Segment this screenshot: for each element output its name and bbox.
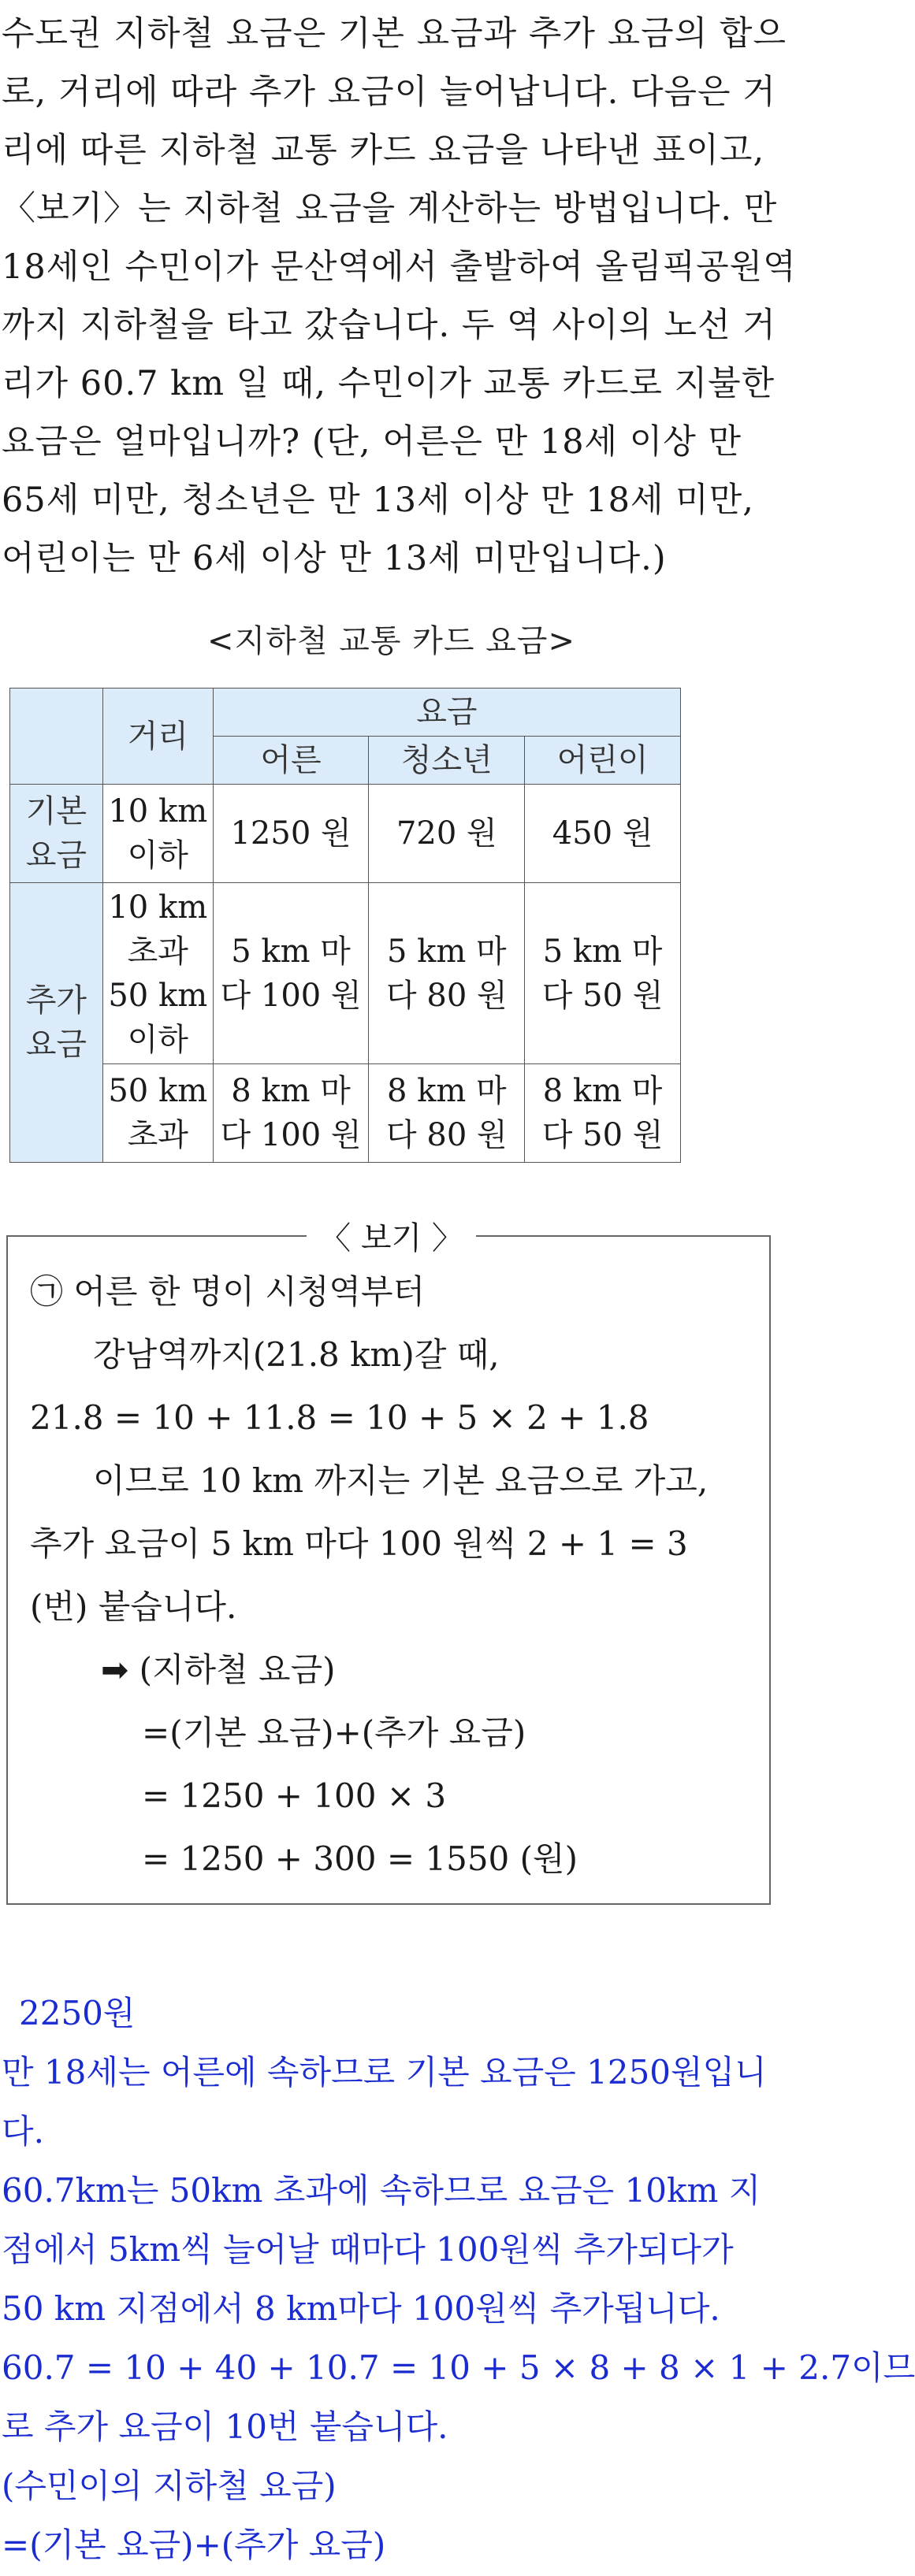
fare-line: 5 km 마 [231, 933, 351, 970]
base-distance-line: 10 km [108, 793, 208, 830]
extra2-adult [213, 1064, 369, 1163]
distance-line: 초과 [127, 933, 188, 970]
extra1-adult [213, 883, 369, 1064]
answer-section [2, 1984, 915, 2574]
fare-table [9, 688, 681, 1163]
answer-line: 다. [2, 2112, 44, 2151]
problem-line: 로, 거리에 따라 추가 요금이 늘어납니다. 다음은 거 [2, 72, 776, 112]
example-line: 강남역까지(21.8 km)갈 때, [93, 1335, 500, 1374]
base-youth: 720 원 [369, 785, 525, 883]
problem-line: 까지 지하철을 타고 갔습니다. 두 역 사이의 노선 거 [2, 306, 776, 345]
extra2-youth [369, 1064, 525, 1163]
extra-label [10, 883, 103, 1163]
base-label [10, 785, 103, 883]
fare-line: 다 50 원 [541, 1117, 664, 1153]
extra-distance-1 [102, 883, 213, 1064]
problem-line: 어린이는 만 6세 이상 만 13세 미만입니다.) [2, 539, 667, 578]
header-distance: 거리 [102, 689, 213, 785]
corner-cell [10, 689, 103, 785]
distance-line: 10 km [108, 889, 208, 926]
fare-line: 8 km 마 [386, 1073, 507, 1109]
example-line: =(기본 요금)+(추가 요금) [142, 1713, 526, 1752]
header-child: 어린이 [525, 737, 681, 785]
distance-line: 50 km [108, 977, 208, 1014]
example-line: = 1250 + 100 × 3 [142, 1776, 447, 1815]
base-label-line: 기본 [25, 793, 87, 830]
fare-line: 다 100 원 [220, 977, 362, 1014]
example-box-title [0, 1213, 783, 1258]
base-label-line: 요금 [25, 837, 87, 874]
answer-line: 50 km 지점에서 8 km마다 100원씩 추가됩니다. [2, 2289, 720, 2328]
answer-line: (수민이의 지하철 요금) [2, 2467, 337, 2505]
answer-line: 60.7 = 10 + 40 + 10.7 = 10 + 5 × 8 + 8 × 1 + 2.7이므 [2, 2348, 915, 2387]
arrow-right-icon: ➡ [101, 1650, 129, 1689]
extra-label-line: 요금 [25, 1026, 87, 1063]
extra-distance-2 [102, 1064, 213, 1163]
extra-label-line: 추가 [25, 982, 87, 1019]
example-line: 추가 요금이 5 km 마다 100 원씩 2 + 1 = 3 [30, 1524, 688, 1563]
example-line: (번) 붙습니다. [30, 1587, 237, 1626]
fare-line: 8 km 마 [542, 1073, 663, 1109]
example-line: ㉠ 어른 한 명이 시청역부터 [30, 1272, 426, 1311]
header-fare: 요금 [213, 689, 680, 737]
distance-line: 50 km [108, 1073, 208, 1109]
table-row-extra-1 [10, 883, 681, 1064]
distance-line: 이하 [127, 1021, 188, 1058]
fare-line: 8 km 마 [231, 1073, 351, 1109]
problem-line: 18세인 수민이가 문산역에서 출발하여 올림픽공원역 [2, 247, 797, 287]
base-child: 450 원 [525, 785, 681, 883]
table-header-row [10, 689, 681, 737]
problem-line: 리가 60.7 km 일 때, 수민이가 교통 카드로 지불한 [2, 364, 776, 403]
fare-line: 5 km 마 [542, 933, 663, 970]
table-caption: <지하철 교통 카드 요금> [207, 623, 575, 659]
fare-line: 5 km 마 [386, 933, 507, 970]
example-line [30, 1639, 763, 1702]
answer-line: 로 추가 요금이 10번 붙습니다. [2, 2407, 448, 2446]
problem-line: 65세 미만, 청소년은 만 13세 이상 만 18세 미만, [2, 481, 754, 520]
table-row-base [10, 785, 681, 883]
example-line-text: (지하철 요금) [139, 1650, 336, 1689]
answer-line: 점에서 5km씩 늘어날 때마다 100원씩 추가되다가 [2, 2230, 734, 2269]
header-adult: 어른 [213, 737, 369, 785]
answer-line: 60.7km는 50km 초과에 속하므로 요금은 10km 지 [2, 2171, 761, 2210]
answer-value: 2250원 [19, 1994, 136, 2032]
header-youth: 청소년 [369, 737, 525, 785]
example-line: 이므로 10 km 까지는 기본 요금으로 가고, [93, 1461, 709, 1500]
base-adult: 1250 원 [213, 785, 369, 883]
answer-line: =(기본 요금)+(추가 요금) [2, 2526, 386, 2564]
example-body [30, 1260, 763, 1891]
problem-line: 요금은 얼마입니까? (단, 어른은 만 18세 이상 만 [2, 422, 742, 462]
fare-line: 다 80 원 [386, 1117, 508, 1153]
fare-line: 다 50 원 [541, 977, 664, 1014]
problem-line: 리에 따른 지하철 교통 카드 요금을 나타낸 표이고, [2, 131, 765, 170]
base-distance [102, 785, 213, 883]
base-distance-line: 이하 [127, 837, 188, 874]
table-row-extra-2 [10, 1064, 681, 1163]
fare-line: 다 80 원 [386, 977, 508, 1014]
problem-text [2, 5, 797, 588]
answer-line: 만 18세는 어른에 속하므로 기본 요금은 1250원입니 [2, 2053, 767, 2092]
example-line: 21.8 = 10 + 11.8 = 10 + 5 × 2 + 1.8 [30, 1398, 649, 1437]
example-line: = 1250 + 300 = 1550 (원) [142, 1839, 578, 1878]
distance-line: 초과 [127, 1117, 188, 1153]
extra2-child [525, 1064, 681, 1163]
example-title-text: 〈 보기 〉 [307, 1220, 476, 1256]
fare-line: 다 100 원 [220, 1117, 362, 1153]
extra1-youth [369, 883, 525, 1064]
problem-line: 〈보기〉는 지하철 요금을 계산하는 방법입니다. 만 [2, 189, 778, 228]
problem-line: 수도권 지하철 요금은 기본 요금과 추가 요금의 합으 [2, 14, 787, 54]
extra1-child [525, 883, 681, 1064]
